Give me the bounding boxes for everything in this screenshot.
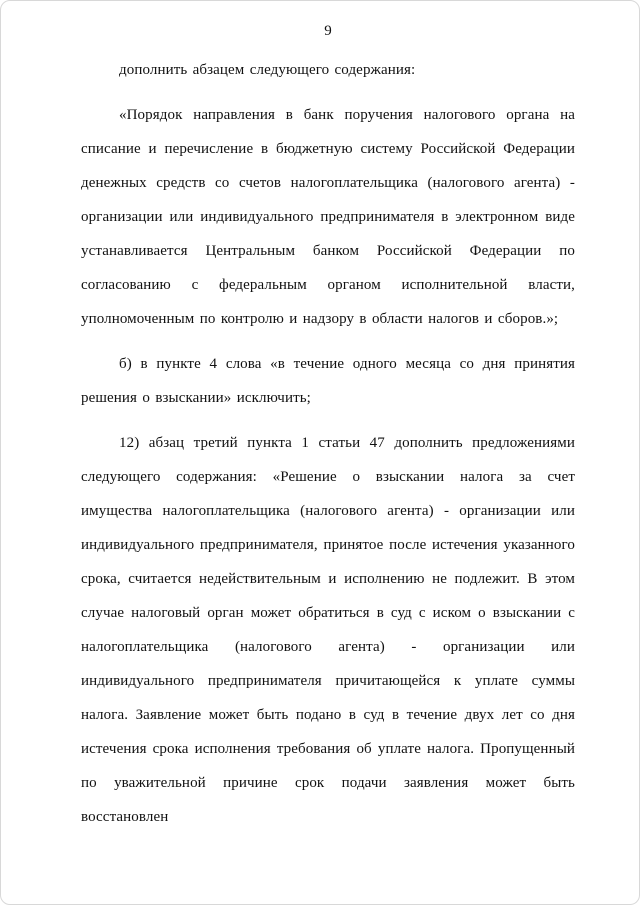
- paragraph-intro: дополнить абзацем следующего содержания:: [119, 62, 416, 78]
- paragraph-subitem-b: б) в пункте 4 слова «в течение одного месяца со дня принятия решения о взыскании» исключить;: [81, 356, 575, 406]
- paragraph-item-12: 12) абзац третий пункта 1 статьи 47 дополнить предложениями следующего содержания: «Решение о взыскании налога за счет имущества налогоплательщика (налогового агента) - организации или индивидуального предпринимателя, принятое после истечения указанного срока, считается недействительным и исполнению не подлежит. В этом случае налоговый орган может обратиться в суд с иском о взыскании с налогоплательщика (налогового агента) - организации или индивидуального предпринимателя причитающейся к уплате суммы налога. Заявление может быть подано в суд в течение двух лет со дня истечения срока исполнения требования об уплате налога. Пропущенный по уважительной причине срок подачи заявления может быть восстановлен: [81, 435, 575, 825]
- page-number: 9: [324, 23, 332, 39]
- paragraph-quoted-procedure: «Порядок направления в банк поручения налогового органа на списание и перечисление в бюджетную систему Российской Федерации денежных средств со счетов налогоплательщика (налогового агента) - организации или индивидуального предпринимателя в электронном виде устанавливается Центральным банком Российской Федерации по согласованию с федеральным органом исполнительной власти, уполномоченным по контролю и надзору в области налогов и сборов.»;: [81, 107, 575, 327]
